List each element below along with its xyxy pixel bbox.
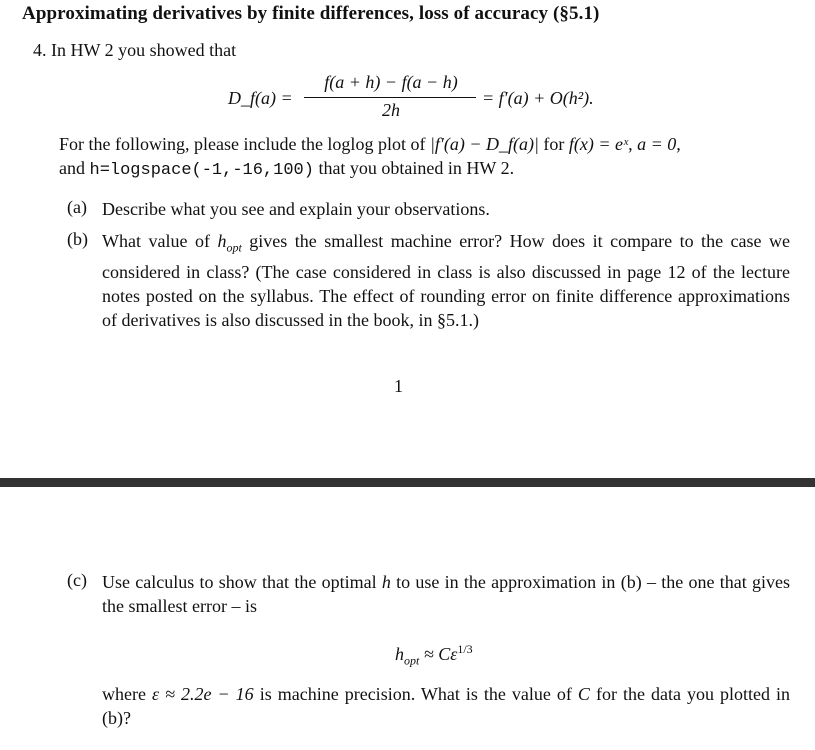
h-opt-symbol: h [217,231,227,251]
formula-h: h [395,644,404,664]
and-text: and [59,158,90,178]
instructions-end: that you obtained in HW 2. [313,158,515,178]
formula-approx: ≈ Cε [419,644,458,664]
page-title: Approximating derivatives by finite differences, loss of accuracy (§5.1) [22,3,600,24]
part-c-label: (c) [67,570,87,590]
page-number: 1 [394,376,403,396]
formula-lhs: D_f(a) = [228,88,293,108]
h-opt-formula [395,642,473,669]
constant-c: C [577,684,590,704]
formula-exponent: 1/3 [457,642,473,656]
part-c-text [102,570,790,618]
part-b-text [102,229,790,332]
machine-precision-paragraph [102,682,790,730]
problem-number: 4. [33,40,47,60]
part-b-text-pre: What value of [102,231,218,251]
part-c-text-post: to use in the approximation in (b) – the one that gives the smallest error – is [102,572,790,616]
formula-rhs: = f′(a) + O(h²). [482,88,594,108]
epsilon-value: ε ≈ 2.2e − 16 [152,684,254,704]
fraction-bar [304,97,476,98]
part-b-label: (b) [67,229,88,249]
part-c-text-pre: Use calculus to show that the optimal [102,572,382,592]
instructions-text: For the following, please include the loglog plot of [59,134,430,154]
where-text-end: for the data you plotted in (b)? [102,684,790,728]
problem-intro [33,38,236,62]
part-a-label: (a) [67,197,87,217]
problem-intro-text: In HW 2 you showed that [51,40,237,60]
h-opt-subscript: opt [226,240,242,255]
formula-h-sub: opt [404,653,420,668]
function-definition: f(x) = eˣ, a = 0, [568,134,681,154]
page-divider [0,478,815,487]
part-a-text: Describe what you see and explain your observations. [102,199,490,219]
abs-error-expression: |f′(a) − D_f(a)| [429,134,539,154]
where-text-mid: is machine precision. What is the value of [253,684,578,704]
where-text: where [102,684,152,704]
h-symbol: h [381,572,391,592]
formula-denominator: 2h [382,100,400,120]
logspace-code: h=logspace(-1,-16,100) [89,161,314,180]
for-text: for [538,134,569,154]
formula-numerator: f(a + h) − f(a − h) [324,72,458,92]
instructions-paragraph [59,132,791,183]
part-b-text-post: gives the smallest machine error? How does it compare to the case we considered in class? (The case considered in class is also discussed in page 12 of the lecture notes posted on the syllabus. The effect of rounding error on finite difference approximations of derivatives is also discussed in the book, in §5.1.) [102,231,790,330]
